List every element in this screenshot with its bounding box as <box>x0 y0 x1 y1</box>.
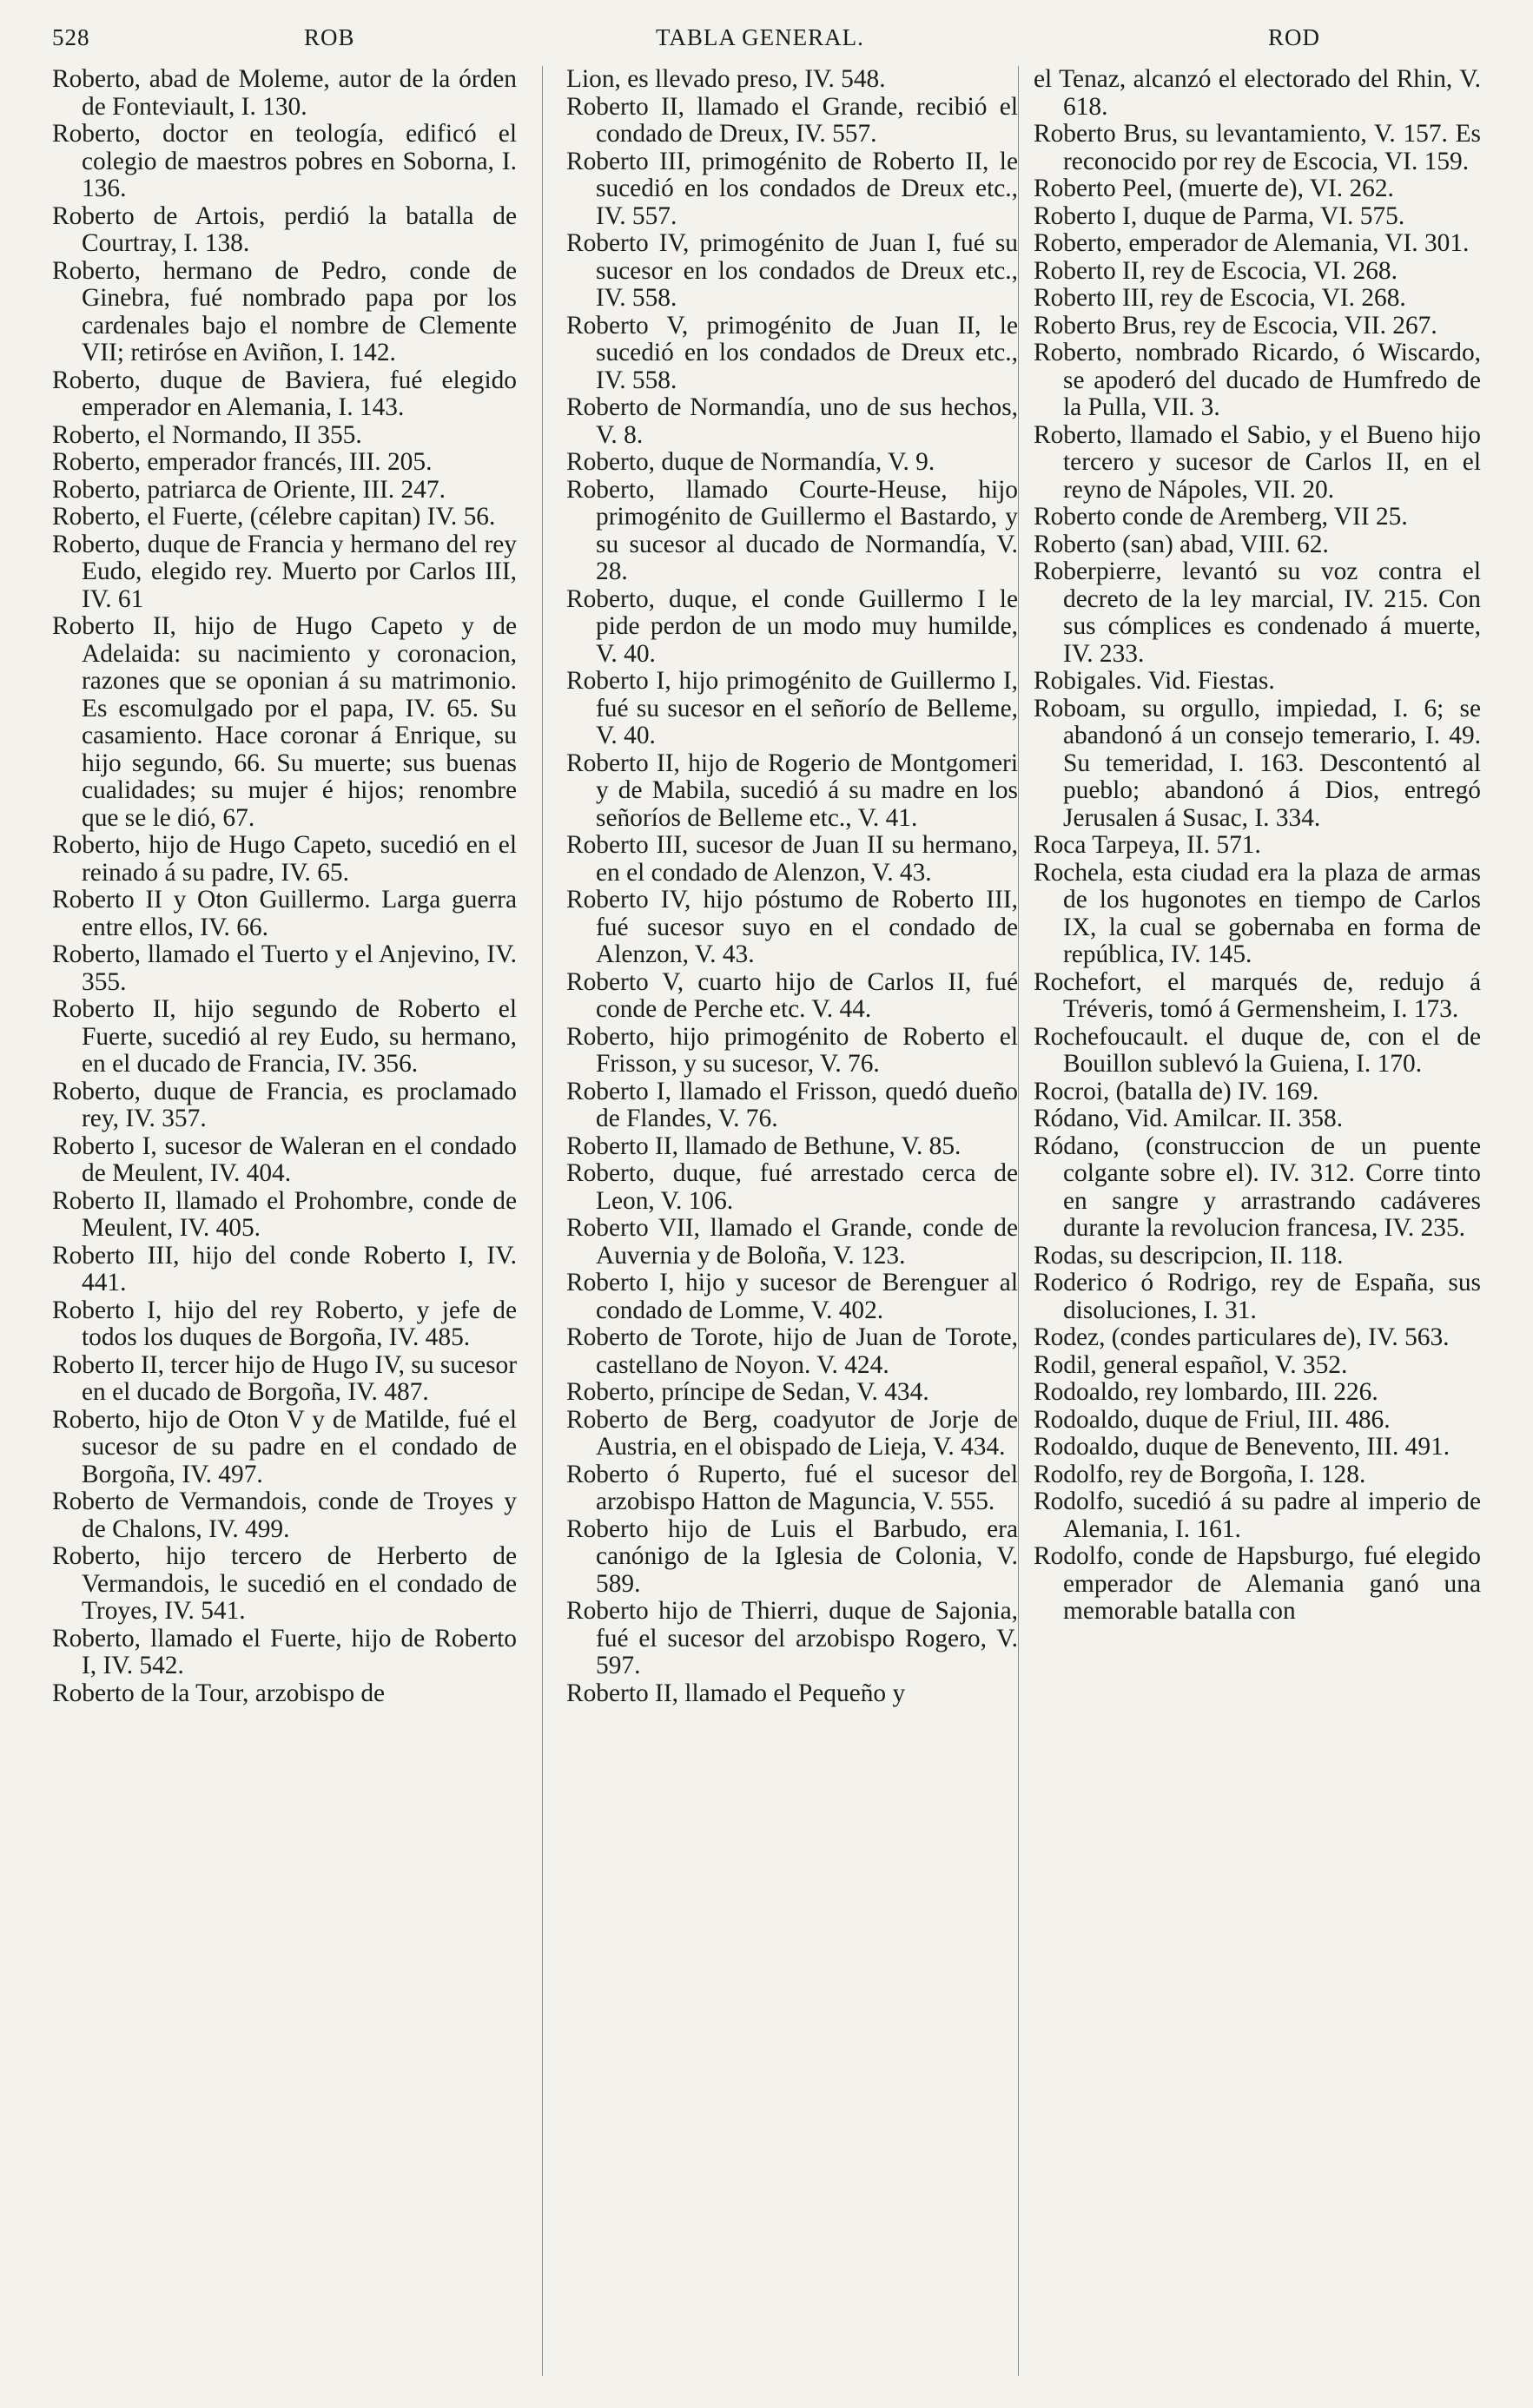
index-entry: Roberto, llamado el Tuerto y el Anjevino, IV. 355. <box>52 940 517 996</box>
index-entry: Rocroi, (batalla de) IV. 169. <box>1034 1077 1319 1105</box>
index-entry: Roberto II, llamado el Prohombre, conde de Meulent, IV. 405. <box>52 1186 517 1242</box>
page-header <box>52 24 1472 63</box>
index-entry: Roberto, emperador de Alemania, VI. 301. <box>1034 229 1470 257</box>
index-entry: Roberto IV, primogénito de Juan I, fué su sucesor en los condados de Dreux etc., IV. 558. <box>566 229 1018 312</box>
index-entry: Roboam, su orgullo, impiedad, I. 6; se abandonó á un consejo temerario, I. 49. Su temeridad, I. 163. Descontentó al pueblo; abandonó á Dios, entregó Jerusalen á Susac, I. 334. <box>1034 694 1481 832</box>
index-entry: Roderico ó Rodrigo, rey de España, sus disoluciones, I. 31. <box>1034 1269 1481 1324</box>
index-entry: el Tenaz, alcanzó el electorado del Rhin, V. 618. <box>1034 65 1481 121</box>
index-entry: Rodoaldo, rey lombardo, III. 226. <box>1034 1378 1378 1406</box>
index-entry: Roberto de Vermandois, conde de Troyes y de Chalons, IV. 499. <box>52 1488 517 1543</box>
index-column-1 <box>52 66 517 1707</box>
index-entry: Roberto de Torote, hijo de Juan de Torote, castellano de Noyon. V. 424. <box>566 1323 1018 1379</box>
column-divider <box>542 66 543 2376</box>
index-entry: Roberto, el Normando, II 355. <box>52 420 362 449</box>
index-column-3 <box>1034 66 1481 1626</box>
index-entry: Roberto, duque de Francia y hermano del rey Eudo, elegido rey. Muerto por Carlos III, IV. 61 <box>52 530 517 613</box>
index-entry: Roberto Brus, su levantamiento, V. 157. Es reconocido por rey de Escocia, VI. 159. <box>1034 120 1481 175</box>
index-entry: Roberto II, llamado el Pequeño y <box>566 1679 906 1707</box>
index-entry: Roberto I, hijo primogénito de Guillermo I, fué su sucesor en el señorío de Belleme, V. 40. <box>566 667 1018 749</box>
index-entry: Roberto, el Fuerte, (célebre capitan) IV. 56. <box>52 503 496 531</box>
index-entry: Roberto conde de Aremberg, VII 25. <box>1034 503 1408 531</box>
index-entry: Roberto Brus, rey de Escocia, VII. 267. <box>1034 311 1437 340</box>
index-entry: Roberto V, cuarto hijo de Carlos II, fué conde de Perche etc. V. 44. <box>566 967 1018 1023</box>
index-entry: Roberto de Berg, coadyutor de Jorje de Austria, en el obispado de Lieja, V. 434. <box>566 1405 1018 1461</box>
index-entry: Roberto, duque de Baviera, fué elegido emperador en Alemania, I. 143. <box>52 366 517 421</box>
index-entry: Roberto, hijo primogénito de Roberto el Frisson, y su sucesor, V. 76. <box>566 1022 1018 1078</box>
index-entry: Rochela, esta ciudad era la plaza de armas de los hugonotes en tiempo de Carlos IX, la cual se gobernaba en forma de república, IV. 145. <box>1034 858 1481 968</box>
index-entry: Roberto, abad de Moleme, autor de la órden de Fonteviault, I. 130. <box>52 65 517 121</box>
index-entry: Ródano, (construccion de un puente colgante sobre el). IV. 312. Corre tinto en sangre y arrastrando cadáveres durante la revolucion francesa, IV. 235. <box>1034 1131 1481 1242</box>
index-entry: Roberto I, hijo y sucesor de Berenguer al condado de Lomme, V. 402. <box>566 1269 1018 1324</box>
index-entry: Rodoaldo, duque de Benevento, III. 491. <box>1034 1433 1450 1461</box>
index-entry: Roberto III, rey de Escocia, VI. 268. <box>1034 284 1406 312</box>
index-entry: Roberto de Normandía, uno de sus hechos, V. 8. <box>566 393 1018 449</box>
index-entry: Roberto, nombrado Ricardo, ó Wiscardo, se apoderó del ducado de Humfredo de la Pulla, VII. 3. <box>1034 339 1481 421</box>
index-entry: Robigales. Vid. Fiestas. <box>1034 667 1275 695</box>
index-entry: Roberto de Artois, perdió la batalla de Courtray, I. 138. <box>52 201 517 257</box>
index-entry: Roberto ó Ruperto, fué el sucesor del arzobispo Hatton de Maguncia, V. 555. <box>566 1460 1018 1515</box>
right-running-head: ROD <box>1267 24 1320 50</box>
index-entry: Rochefort, el marqués de, redujo á Tréveris, tomó á Germensheim, I. 173. <box>1034 967 1481 1023</box>
index-entry: Rodoaldo, duque de Friul, III. 486. <box>1034 1405 1391 1434</box>
index-entry: Roberto II, hijo de Rogerio de Montgomeri y de Mabila, sucedió á su madre en los señoríos de Belleme etc., V. 41. <box>566 749 1018 832</box>
index-entry: Rodolfo, sucedió á su padre al imperio de Alemania, I. 161. <box>1034 1488 1481 1543</box>
index-column-2 <box>566 66 1018 1707</box>
index-entry: Roberto II, hijo segundo de Roberto el Fuerte, sucedió al rey Eudo, su hermano, en el ducado de Francia, IV. 356. <box>52 995 517 1078</box>
index-entry: Rodil, general español, V. 352. <box>1034 1350 1348 1379</box>
index-entry: Roberto, llamado el Fuerte, hijo de Roberto I, IV. 542. <box>52 1624 517 1679</box>
index-entry: Roberto III, primogénito de Roberto II, le sucedió en los condados de Dreux etc., IV. 557. <box>566 147 1018 230</box>
index-entry: Roberto III, hijo del conde Roberto I, IV. 441. <box>52 1241 517 1296</box>
page-title: TABLA GENERAL. <box>656 24 864 50</box>
index-entry: Roberto Peel, (muerte de), VI. 262. <box>1034 175 1394 202</box>
page-number: 528 <box>52 24 90 50</box>
index-entry: Roberpierre, levantó su voz contra el decreto de la ley marcial, IV. 215. Con sus cómplices es condenado á muerte, IV. 233. <box>1034 557 1481 668</box>
index-entry: Roberto II, llamado de Bethune, V. 85. <box>566 1131 961 1160</box>
index-entry: Rochefoucault. el duque de, con el de Bouillon sublevó la Guiena, I. 170. <box>1034 1022 1481 1078</box>
index-entry: Roberto, hijo tercero de Herberto de Vermandois, le sucedió en el condado de Troyes, IV. 541. <box>52 1542 517 1625</box>
index-entry: Roberto hijo de Thierri, duque de Sajonia, fué el sucesor del arzobispo Rogero, V. 597. <box>566 1597 1018 1679</box>
index-entry: Roca Tarpeya, II. 571. <box>1034 831 1261 859</box>
index-entry: Roberto, hijo de Hugo Capeto, sucedió en el reinado á su padre, IV. 65. <box>52 831 517 887</box>
index-entry: Roberto (san) abad, VIII. 62. <box>1034 530 1329 558</box>
index-entry: Roberto II, tercer hijo de Hugo IV, su sucesor en el ducado de Borgoña, IV. 487. <box>52 1350 517 1406</box>
index-entry: Roberto I, sucesor de Waleran en el condado de Meulent, IV. 404. <box>52 1131 517 1187</box>
index-entry: Roberto, llamado Courte-Heuse, hijo primogénito de Guillermo el Bastardo, y su sucesor al ducado de Normandía, V. 28. <box>566 475 1018 585</box>
index-entry: Roberto, duque de Normandía, V. 9. <box>566 448 935 476</box>
index-entry: Ródano, Vid. Amilcar. II. 358. <box>1034 1105 1344 1132</box>
index-entry: Roberto hijo de Luis el Barbudo, era canónigo de la Iglesia de Colonia, V. 589. <box>566 1514 1018 1598</box>
index-entry: Roberto II y Oton Guillermo. Larga guerra entre ellos, IV. 66. <box>52 886 517 941</box>
index-entry: Roberto II, rey de Escocia, VI. 268. <box>1034 256 1398 285</box>
index-entry: Roberto V, primogénito de Juan II, le sucedió en los condados de Dreux etc., IV. 558. <box>566 311 1018 394</box>
index-entry: Roberto III, sucesor de Juan II su hermano, en el condado de Alenzon, V. 43. <box>566 831 1018 887</box>
index-entry: Roberto, príncipe de Sedan, V. 434. <box>566 1378 929 1406</box>
index-entry: Roberto VII, llamado el Grande, conde de Auvernia y de Boloña, V. 123. <box>566 1214 1018 1270</box>
index-entry: Rodolfo, conde de Hapsburgo, fué elegido emperador de Alemania ganó una memorable batalla con <box>1034 1542 1481 1625</box>
index-entry: Roberto IV, hijo póstumo de Roberto III, fué sucesor suyo en el condado de Alenzon, V. 43. <box>566 886 1018 968</box>
index-entry: Roberto I, duque de Parma, VI. 575. <box>1034 201 1405 230</box>
index-entry: Roberto, duque, fué arrestado cerca de Leon, V. 106. <box>566 1159 1018 1215</box>
index-entry: Rodez, (condes particulares de), IV. 563. <box>1034 1323 1450 1351</box>
index-entry: Rodolfo, rey de Borgoña, I. 128. <box>1034 1460 1366 1488</box>
index-entry: Roberto II, llamado el Grande, recibió el condado de Dreux, IV. 557. <box>566 92 1018 148</box>
index-entry: Roberto, duque de Francia, es proclamado rey, IV. 357. <box>52 1077 517 1132</box>
index-entry: Roberto I, hijo del rey Roberto, y jefe de todos los duques de Borgoña, IV. 485. <box>52 1296 517 1351</box>
index-entry: Roberto, llamado el Sabio, y el Bueno hijo tercero y sucesor de Carlos II, en el reyno de Nápoles, VII. 20. <box>1034 420 1481 504</box>
index-entry: Roberto, patriarca de Oriente, III. 247. <box>52 475 446 504</box>
index-entry: Roberto, doctor en teología, edificó el colegio de maestros pobres en Soborna, I. 136. <box>52 120 517 202</box>
index-entry: Roberto II, hijo de Hugo Capeto y de Adelaida: su nacimiento y coronacion, razones que se oponian á su matrimonio. Es escomulgado por el papa, IV. 65. Su casamiento. Hace coronar á Enrique, su hijo segundo, 66. Su muerte; sus buenas cualidades; su mujer é hijos; renombre que se le dió, 67. <box>52 612 517 832</box>
index-entry: Lion, es llevado preso, IV. 548. <box>566 65 886 93</box>
index-entry: Rodas, su descripcion, II. 118. <box>1034 1241 1344 1270</box>
index-entry: Roberto, hermano de Pedro, conde de Ginebra, fué nombrado papa por los cardenales bajo el nombre de Clemente VII; retiróse en Aviñon, I. 142. <box>52 256 517 366</box>
index-entry: Roberto, hijo de Oton V y de Matilde, fué el sucesor de su padre en el condado de Borgoña, IV. 497. <box>52 1405 517 1488</box>
index-entry: Roberto de la Tour, arzobispo de <box>52 1679 386 1707</box>
index-entry: Roberto I, llamado el Frisson, quedó dueño de Flandes, V. 76. <box>566 1077 1018 1132</box>
index-entry: Roberto, duque, el conde Guillermo I le pide perdon de un modo muy humilde, V. 40. <box>566 584 1018 668</box>
index-entry: Roberto, emperador francés, III. 205. <box>52 448 433 476</box>
left-running-head: ROB <box>304 24 355 50</box>
column-divider <box>1018 66 1019 2376</box>
